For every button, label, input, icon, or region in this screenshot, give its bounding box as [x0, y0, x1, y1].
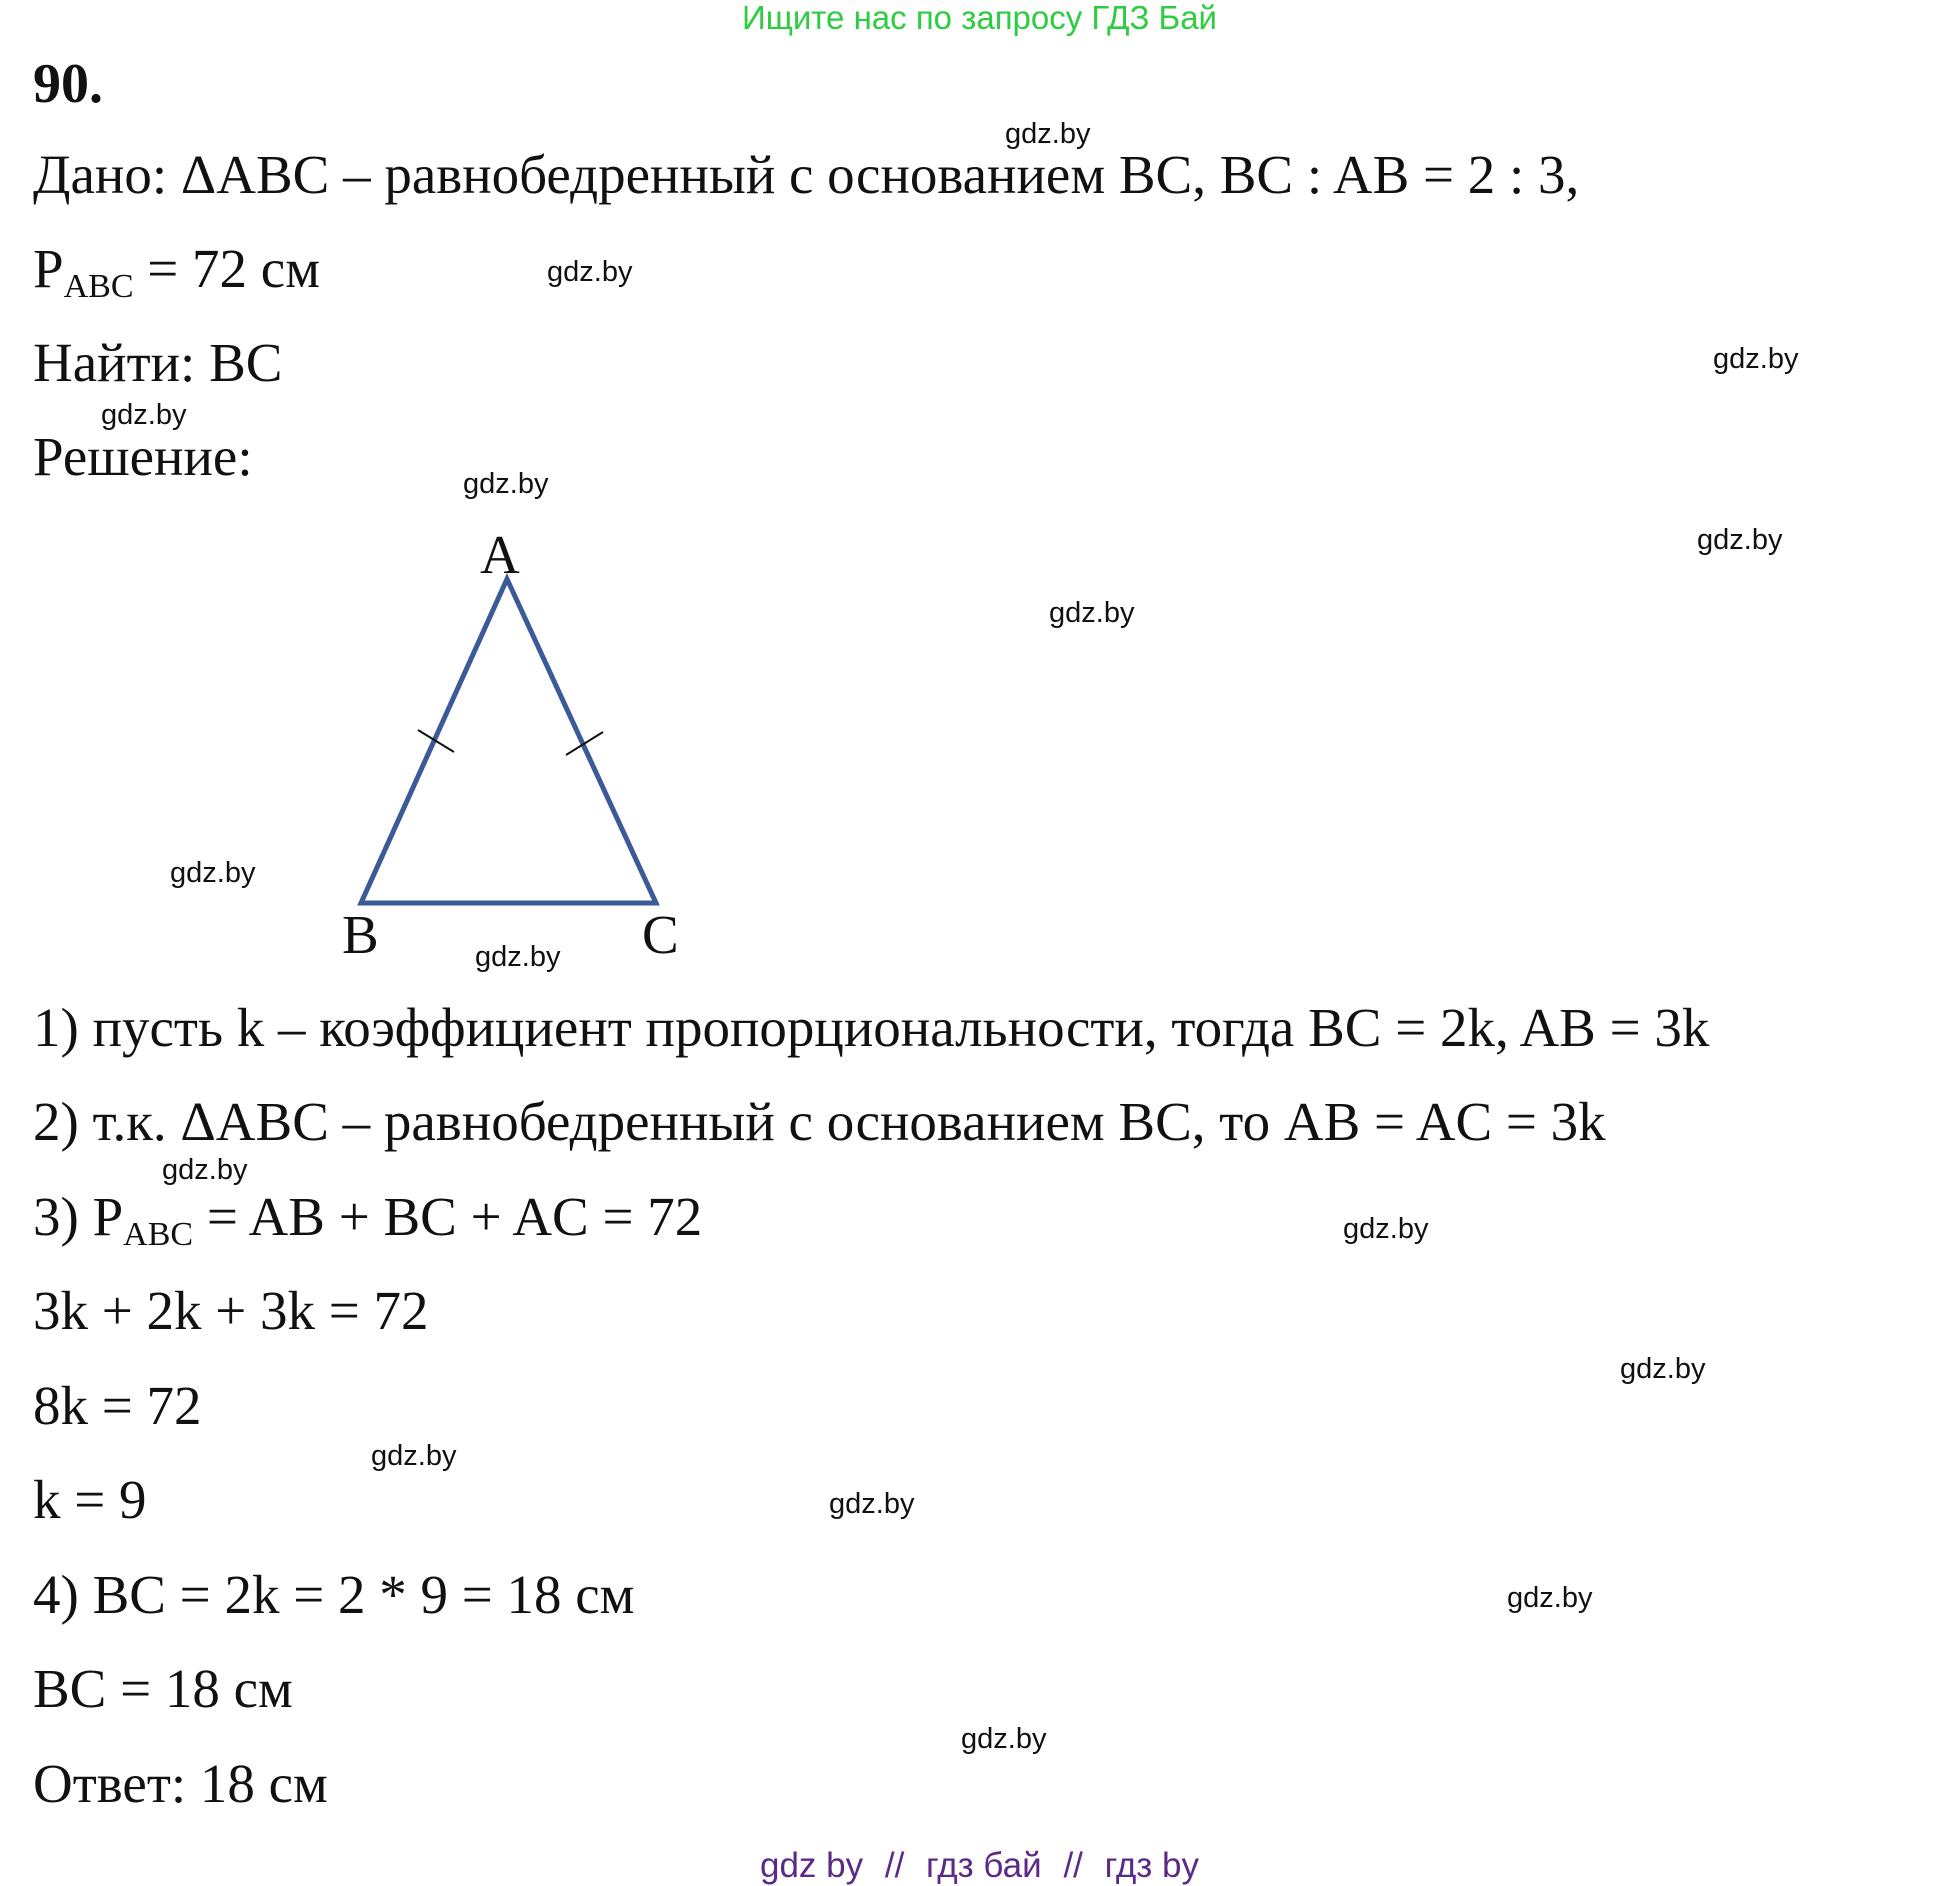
step-3-prefix: 3) P	[33, 1186, 124, 1247]
step-2: 2) т.к. ΔABC – равнобедренный с основанием BC, то AB = AC = 3k	[33, 1091, 1606, 1152]
vertex-label-c: C	[642, 904, 679, 965]
site-banner: Ищите нас по запросу ГДЗ Бай	[742, 0, 1217, 36]
triangle-abc	[361, 579, 656, 903]
step-3	[33, 1186, 702, 1266]
watermark: gdz.by	[1343, 1213, 1429, 1245]
footer-link-gdz-by[interactable]: gdz by	[760, 1846, 864, 1885]
vertex-label-b: B	[342, 904, 379, 965]
watermark: gdz.by	[1005, 118, 1091, 150]
watermark: gdz.by	[547, 256, 633, 288]
footer-link-gdz-bai[interactable]: гдз бай	[926, 1846, 1042, 1885]
step-3-subscript: ABC	[123, 1216, 194, 1253]
watermark: gdz.by	[1507, 1582, 1593, 1614]
step-equation-3: k = 9	[33, 1469, 147, 1530]
find-line: Найти: BC	[33, 332, 283, 393]
step-3-rest: = AB + BC + AC = 72	[193, 1186, 703, 1247]
step-equation-1: 3k + 2k + 3k = 72	[33, 1280, 429, 1341]
perimeter-value: = 72 см	[133, 238, 320, 299]
problem-number: 90.	[33, 53, 103, 115]
vertex-label-a: A	[480, 524, 520, 585]
watermark: gdz.by	[829, 1488, 915, 1520]
watermark: gdz.by	[1697, 524, 1783, 556]
footer-links	[0, 1846, 1959, 1886]
given-line-1: Дано: ΔABC – равнобедренный с основанием BC, BC : AB = 2 : 3,	[33, 144, 1580, 205]
watermark: gdz.by	[463, 468, 549, 500]
step-equation-2: 8k = 72	[33, 1375, 202, 1436]
footer-separator: //	[884, 1846, 905, 1885]
watermark: gdz.by	[1620, 1353, 1706, 1385]
step-1: 1) пусть k – коэффициент пропорциональности, тогда BC = 2k, AB = 3k	[33, 997, 1710, 1058]
solution-heading: Решение:	[33, 426, 253, 487]
step-4: 4) BC = 2k = 2 * 9 = 18 см	[33, 1564, 635, 1625]
watermark: gdz.by	[101, 399, 187, 431]
step-result: BC = 18 см	[33, 1658, 293, 1719]
watermark: gdz.by	[961, 1723, 1047, 1755]
answer-line: Ответ: 18 см	[33, 1753, 328, 1814]
footer-separator: //	[1063, 1846, 1083, 1885]
watermark: gdz.by	[170, 857, 256, 889]
watermark: gdz.by	[1713, 343, 1799, 375]
perimeter-symbol: P	[33, 238, 64, 299]
watermark: gdz.by	[475, 941, 561, 973]
watermark: gdz.by	[162, 1154, 248, 1186]
footer-link-gdz-by-ru[interactable]: гдз by	[1104, 1846, 1199, 1885]
watermark: gdz.by	[1049, 597, 1135, 629]
watermark: gdz.by	[371, 1440, 457, 1472]
perimeter-subscript: ABC	[63, 268, 134, 305]
